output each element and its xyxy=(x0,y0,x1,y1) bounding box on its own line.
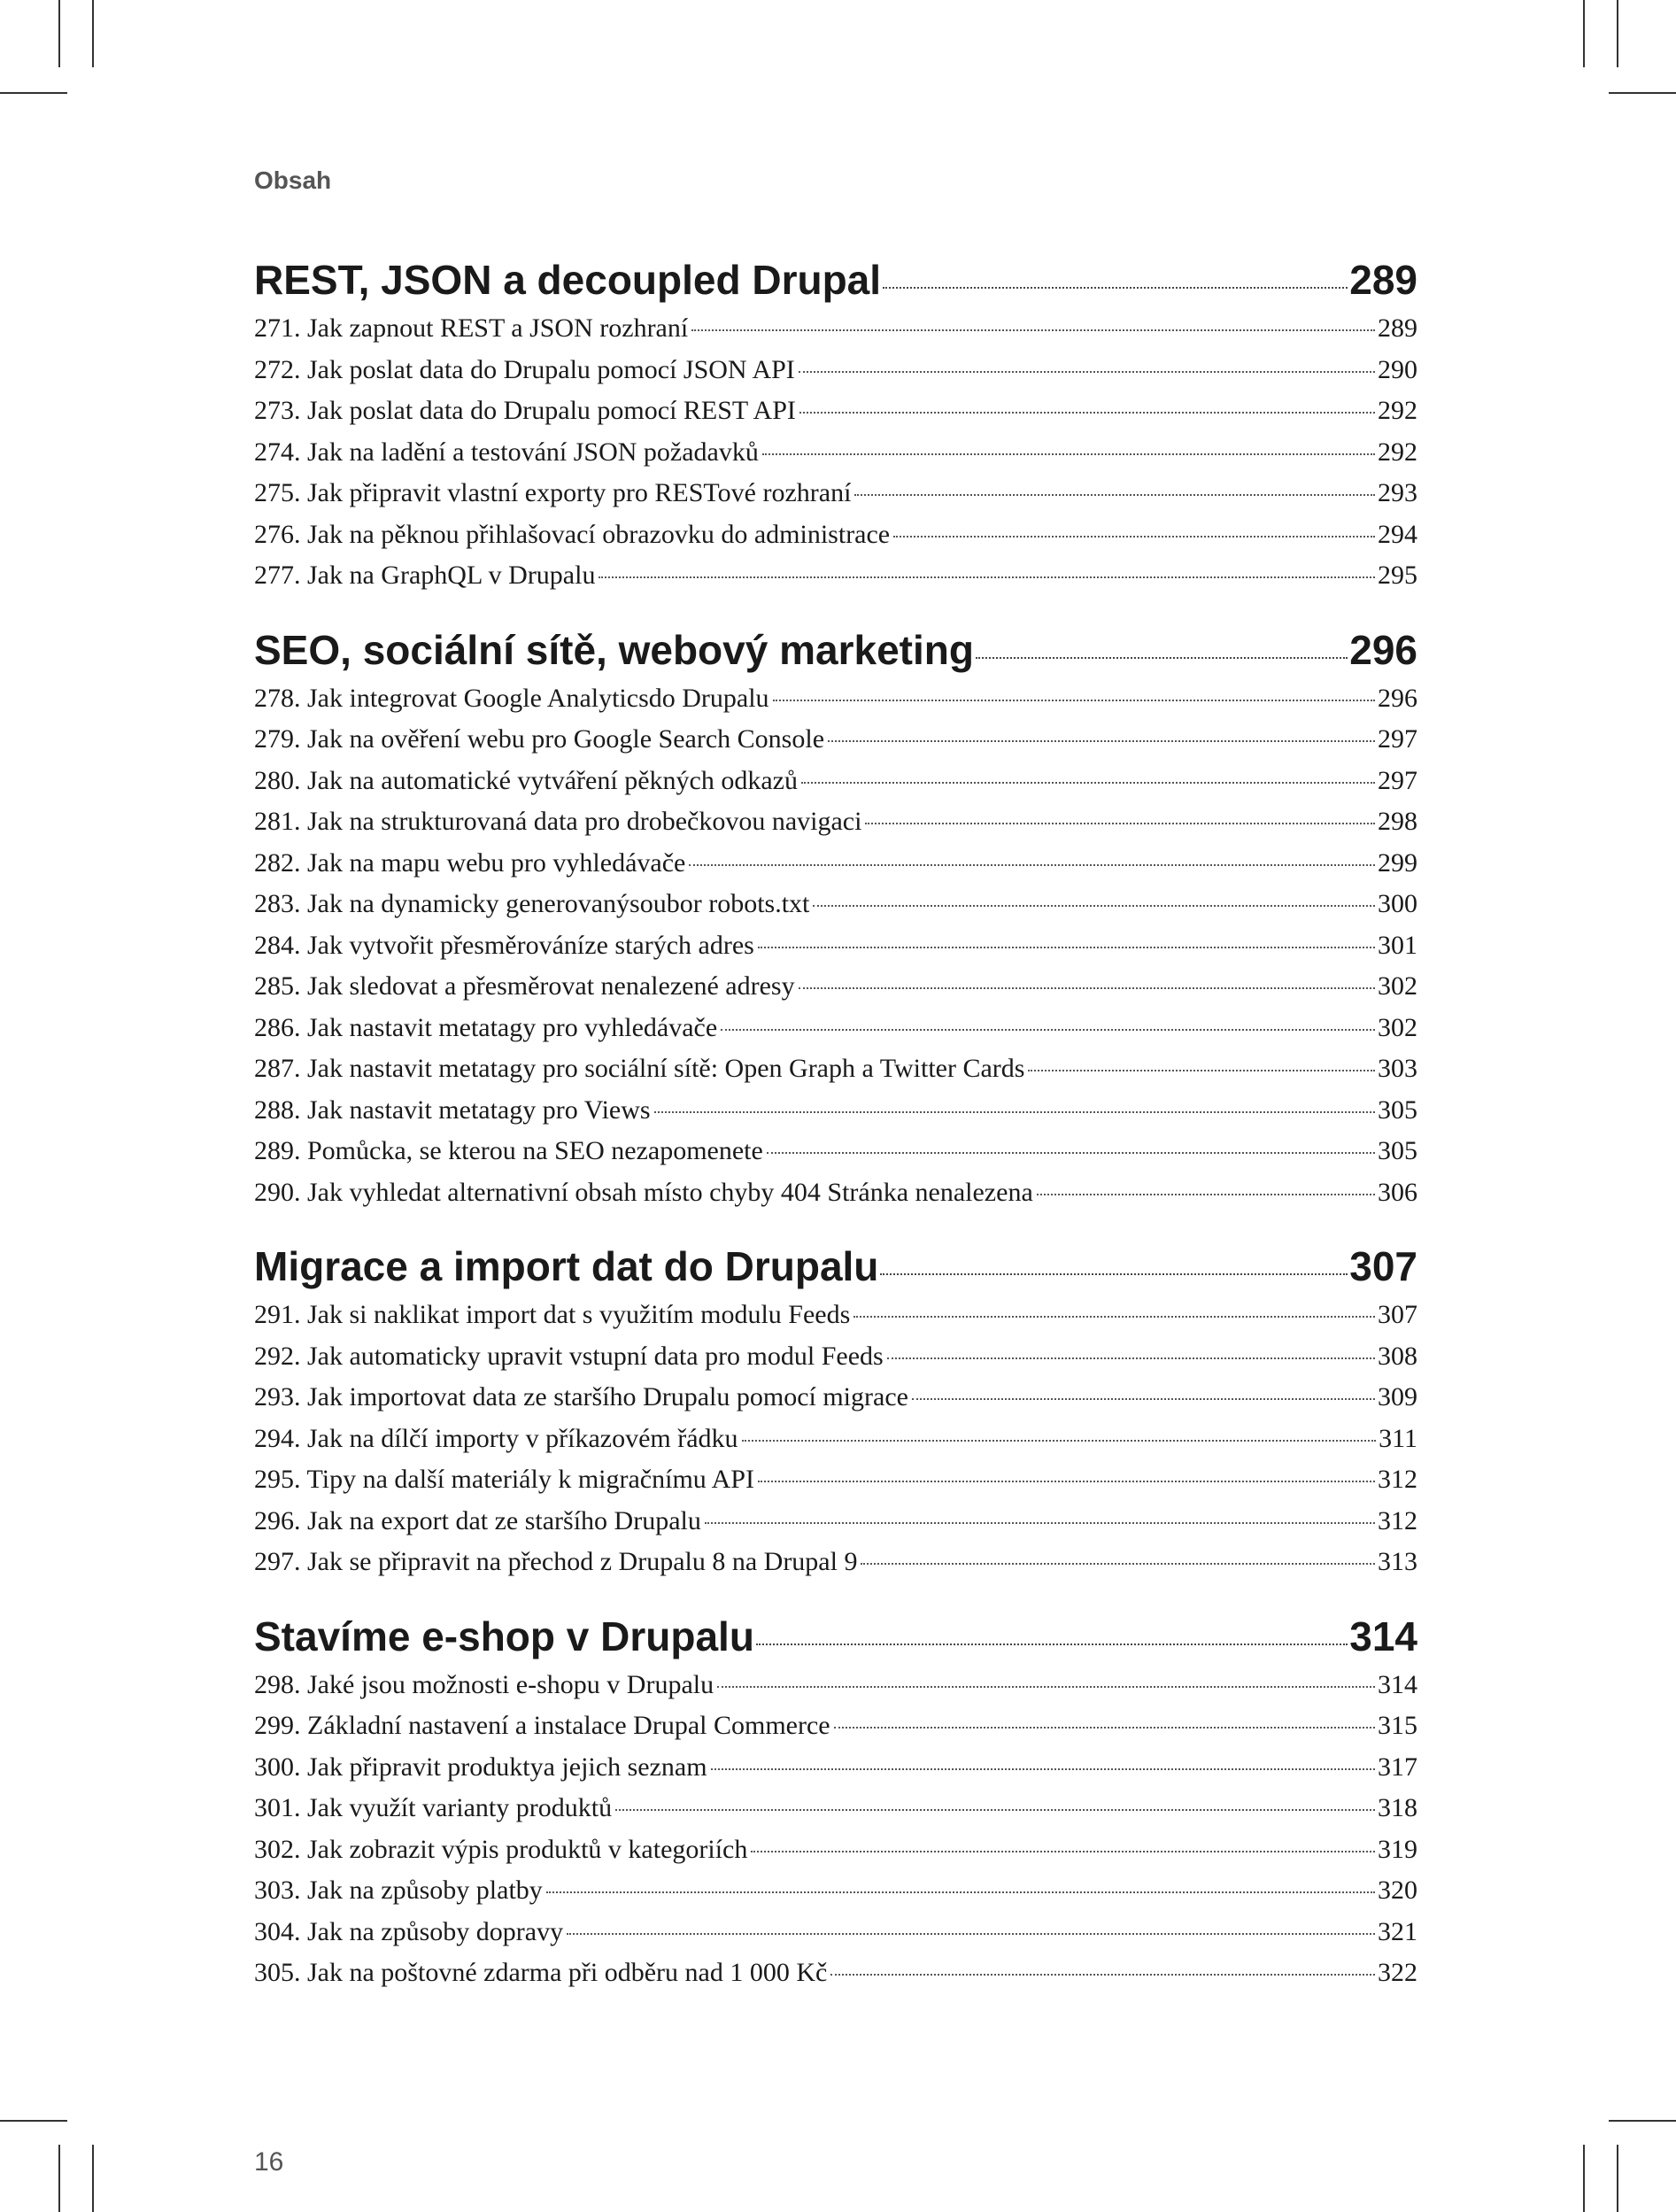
section-title: SEO, sociální sítě, webový marketing xyxy=(254,626,974,673)
toc-entry[interactable] xyxy=(254,1336,1417,1378)
toc-entry[interactable] xyxy=(254,1048,1417,1090)
entry-title: 291. Jak si naklikat import dat s využitím modulu Feeds xyxy=(254,1300,851,1329)
entry-page-number: 302 xyxy=(1378,1012,1417,1042)
toc-entry[interactable] xyxy=(254,843,1417,885)
entry-page-number: 292 xyxy=(1378,396,1417,425)
toc-entry[interactable] xyxy=(254,1295,1417,1336)
dot-leader xyxy=(654,1111,1375,1113)
toc-entry[interactable] xyxy=(254,1419,1417,1460)
entry-title: 287. Jak nastavit metatagy pro sociální sítě: Open Graph a Twitter Cards xyxy=(254,1054,1025,1083)
entry-title: 271. Jak zapnout REST a JSON rozhraní xyxy=(254,313,689,343)
entry-page-number: 309 xyxy=(1378,1382,1417,1412)
dot-leader xyxy=(976,657,1348,659)
toc-entry[interactable] xyxy=(254,1459,1417,1501)
entry-title: 305. Jak na poštovné zdarma při odběru nad 1 000 Kč xyxy=(254,1958,828,1987)
entry-page-number: 322 xyxy=(1378,1958,1417,1987)
entry-title: 273. Jak poslat data do Drupalu pomocí REST API xyxy=(254,396,796,425)
section-heading[interactable] xyxy=(254,623,1417,677)
dot-leader xyxy=(711,1768,1375,1770)
entry-title: 295. Tipy na další materiály k migračnímu API xyxy=(254,1465,754,1494)
toc-entry[interactable] xyxy=(254,1953,1417,1994)
toc-entry[interactable] xyxy=(254,719,1417,761)
section-gap xyxy=(254,597,1417,623)
section-page-number: 314 xyxy=(1349,1613,1417,1659)
entry-title: 276. Jak na pěknou přihlašovací obrazovku do administrace xyxy=(254,519,891,549)
toc-entry[interactable] xyxy=(254,1665,1417,1706)
toc-entry[interactable] xyxy=(254,1788,1417,1829)
entry-title: 301. Jak využít varianty produktů xyxy=(254,1793,613,1822)
entry-page-number: 294 xyxy=(1378,519,1417,549)
entry-page-number: 296 xyxy=(1378,683,1417,713)
entry-page-number: 320 xyxy=(1378,1876,1417,1905)
entry-page-number: 308 xyxy=(1378,1341,1417,1371)
entry-page-number: 307 xyxy=(1378,1300,1417,1329)
toc-section xyxy=(254,1610,1417,1994)
entry-title: 297. Jak se připravit na přechod z Drupalu 8 na Drupal 9 xyxy=(254,1547,858,1576)
dot-leader xyxy=(1037,1194,1375,1195)
entry-page-number: 302 xyxy=(1378,971,1417,1001)
entry-page-number: 297 xyxy=(1378,724,1417,754)
entry-title: 281. Jak na strukturovaná data pro drobečkovou navigaci xyxy=(254,807,862,836)
toc-entry[interactable] xyxy=(254,514,1417,556)
entry-title: 288. Jak nastavit metatagy pro Views xyxy=(254,1094,651,1125)
entry-title: 272. Jak poslat data do Drupalu pomocí JSON API xyxy=(254,354,795,384)
toc-entry[interactable] xyxy=(254,1870,1417,1912)
toc-entry[interactable] xyxy=(254,1172,1417,1214)
dot-leader xyxy=(615,1809,1375,1811)
entry-page-number: 293 xyxy=(1378,478,1417,507)
dot-leader xyxy=(893,536,1375,538)
toc-section xyxy=(254,1240,1417,1583)
dot-leader xyxy=(799,412,1375,414)
entry-title: 303. Jak na způsoby platby xyxy=(254,1876,543,1905)
toc-entry[interactable] xyxy=(254,1377,1417,1419)
entry-page-number: 303 xyxy=(1378,1054,1417,1083)
crop-mark xyxy=(1583,0,1585,67)
section-title: Migrace a import dat do Drupalu xyxy=(254,1243,879,1289)
entry-title: 294. Jak na dílčí importy v příkazovém řádku xyxy=(254,1423,738,1453)
dot-leader xyxy=(567,1933,1375,1935)
crop-mark xyxy=(58,2145,60,2212)
dot-leader xyxy=(912,1398,1375,1400)
toc-entry[interactable] xyxy=(254,391,1417,432)
entry-page-number: 314 xyxy=(1378,1669,1417,1699)
entry-title: 275. Jak připravit vlastní exporty pro RESTové rozhraní xyxy=(254,478,852,507)
entry-page-number: 315 xyxy=(1378,1711,1417,1740)
section-page-number: 296 xyxy=(1349,626,1417,673)
section-title: Stavíme e-shop v Drupalu xyxy=(254,1613,754,1659)
dot-leader xyxy=(756,1644,1348,1645)
dot-leader xyxy=(861,1563,1375,1565)
dot-leader xyxy=(762,453,1375,455)
section-page-number: 289 xyxy=(1349,257,1417,303)
entry-page-number: 305 xyxy=(1378,1094,1417,1125)
entry-page-number: 297 xyxy=(1378,765,1417,795)
entry-page-number: 299 xyxy=(1378,847,1417,878)
dot-leader xyxy=(887,1357,1375,1359)
toc-entry[interactable] xyxy=(254,1008,1417,1049)
crop-mark xyxy=(1583,2145,1585,2212)
entry-title: 300. Jak připravit produktya jejich seznam xyxy=(254,1752,707,1782)
toc-entry[interactable] xyxy=(254,1131,1417,1172)
entry-title: 285. Jak sledovat a přesměrovat nenalezené adresy xyxy=(254,971,795,1001)
entry-page-number: 305 xyxy=(1378,1136,1417,1165)
dot-leader xyxy=(717,1686,1375,1688)
toc-entry[interactable] xyxy=(254,966,1417,1008)
section-title: REST, JSON a decoupled Drupal xyxy=(254,257,882,303)
section-heading[interactable] xyxy=(254,253,1417,306)
crop-mark xyxy=(58,0,60,67)
entry-title: 280. Jak na automatické vytváření pěkných odkazů xyxy=(254,765,798,795)
crop-mark xyxy=(92,0,94,67)
dot-leader xyxy=(751,1851,1375,1852)
crop-mark xyxy=(0,92,67,94)
table-of-contents xyxy=(254,253,1417,1994)
dot-leader xyxy=(880,1273,1348,1275)
section-gap xyxy=(254,1583,1417,1610)
entry-page-number: 311 xyxy=(1379,1423,1417,1453)
dot-leader xyxy=(799,987,1375,989)
crop-mark xyxy=(1609,2120,1676,2122)
dot-leader xyxy=(758,1481,1375,1482)
toc-entry[interactable] xyxy=(254,1747,1417,1789)
entry-page-number: 318 xyxy=(1378,1793,1417,1822)
crop-mark xyxy=(1617,0,1618,67)
entry-title: 284. Jak vytvořit přesměrováníze starých adres xyxy=(254,930,754,960)
entry-title: 304. Jak na způsoby dopravy xyxy=(254,1916,564,1946)
dot-leader xyxy=(828,740,1375,742)
toc-section xyxy=(254,253,1417,597)
toc-entry[interactable] xyxy=(254,1829,1417,1871)
dot-leader xyxy=(799,371,1375,373)
dot-leader xyxy=(773,700,1375,701)
entry-title: 292. Jak automaticky upravit vstupní data pro modul Feeds xyxy=(254,1341,884,1371)
dot-leader xyxy=(705,1522,1375,1524)
entry-title: 296. Jak na export dat ze staršího Drupalu xyxy=(254,1505,701,1535)
section-page-number: 307 xyxy=(1349,1243,1417,1289)
toc-entry[interactable] xyxy=(254,308,1417,350)
entry-page-number: 301 xyxy=(1378,930,1417,960)
toc-entry[interactable] xyxy=(254,761,1417,802)
entry-page-number: 312 xyxy=(1378,1465,1417,1494)
crop-mark xyxy=(1609,92,1676,94)
entry-page-number: 306 xyxy=(1378,1177,1417,1207)
toc-section xyxy=(254,623,1417,1214)
entry-title: 299. Základní nastavení a instalace Drupal Commerce xyxy=(254,1711,830,1740)
entry-title: 290. Jak vyhledat alternativní obsah místo chyby 404 Stránka nenalezena xyxy=(254,1177,1033,1207)
entry-page-number: 295 xyxy=(1378,561,1417,590)
dot-leader xyxy=(1028,1070,1375,1071)
toc-entry[interactable] xyxy=(254,925,1417,967)
crop-mark xyxy=(92,2145,94,2212)
toc-entry[interactable] xyxy=(254,473,1417,514)
entry-title: 286. Jak nastavit metatagy pro vyhledávače xyxy=(254,1012,718,1042)
entry-page-number: 313 xyxy=(1378,1547,1417,1576)
entry-title: 293. Jak importovat data ze staršího Drupalu pomocí migrace xyxy=(254,1382,908,1412)
page-number: 16 xyxy=(254,2147,284,2177)
entry-title: 283. Jak na dynamicky generovanýsoubor robots.txt xyxy=(254,889,810,918)
entry-page-number: 290 xyxy=(1378,354,1417,384)
toc-entry[interactable] xyxy=(254,555,1417,597)
dot-leader xyxy=(834,1727,1375,1729)
entry-title: 298. Jaké jsou možnosti e-shopu v Drupalu xyxy=(254,1669,714,1699)
toc-entry[interactable] xyxy=(254,1542,1417,1583)
entry-title: 289. Pomůcka, se kterou na SEO nezapomenete xyxy=(254,1136,763,1165)
dot-leader xyxy=(813,905,1375,907)
toc-entry[interactable] xyxy=(254,350,1417,391)
toc-entry[interactable] xyxy=(254,1090,1417,1132)
dot-leader xyxy=(599,576,1375,578)
dot-leader xyxy=(853,1316,1375,1318)
section-heading[interactable] xyxy=(254,1610,1417,1663)
section-heading[interactable] xyxy=(254,1240,1417,1293)
toc-entry[interactable] xyxy=(254,1912,1417,1953)
dot-leader xyxy=(758,947,1375,948)
toc-entry[interactable] xyxy=(254,1705,1417,1747)
entry-page-number: 289 xyxy=(1378,313,1417,343)
toc-entry[interactable] xyxy=(254,678,1417,720)
dot-leader xyxy=(689,864,1375,866)
running-head: Obsah xyxy=(254,166,332,194)
dot-leader xyxy=(767,1152,1375,1154)
toc-entry[interactable] xyxy=(254,1501,1417,1543)
entry-page-number: 319 xyxy=(1378,1834,1417,1864)
entry-title: 274. Jak na ladění a testování JSON požadavků xyxy=(254,437,759,467)
entry-title: 282. Jak na mapu webu pro vyhledávače xyxy=(254,847,686,878)
toc-entry[interactable] xyxy=(254,801,1417,843)
dot-leader xyxy=(865,823,1375,824)
entry-title: 278. Jak integrovat Google Analyticsdo Drupalu xyxy=(254,683,769,713)
entry-title: 277. Jak na GraphQL v Drupalu xyxy=(254,561,596,590)
entry-page-number: 298 xyxy=(1378,807,1417,836)
entry-title: 302. Jak zobrazit výpis produktů v kategoriích xyxy=(254,1834,748,1864)
entry-title: 279. Jak na ověření webu pro Google Search Console xyxy=(254,724,825,754)
entry-page-number: 321 xyxy=(1378,1916,1417,1946)
dot-leader xyxy=(691,329,1375,331)
dot-leader xyxy=(854,494,1375,496)
crop-mark xyxy=(1617,2145,1618,2212)
section-gap xyxy=(254,1213,1417,1240)
dot-leader xyxy=(801,782,1375,784)
toc-entry[interactable] xyxy=(254,432,1417,474)
dot-leader xyxy=(546,1891,1375,1893)
crop-mark xyxy=(0,2120,67,2122)
dot-leader xyxy=(721,1029,1375,1031)
entry-page-number: 300 xyxy=(1378,889,1417,918)
entry-page-number: 317 xyxy=(1378,1752,1417,1782)
toc-entry[interactable] xyxy=(254,884,1417,925)
entry-page-number: 292 xyxy=(1378,437,1417,467)
dot-leader xyxy=(742,1440,1377,1442)
entry-page-number: 312 xyxy=(1378,1505,1417,1535)
dot-leader xyxy=(883,287,1348,289)
dot-leader xyxy=(830,1974,1375,1976)
